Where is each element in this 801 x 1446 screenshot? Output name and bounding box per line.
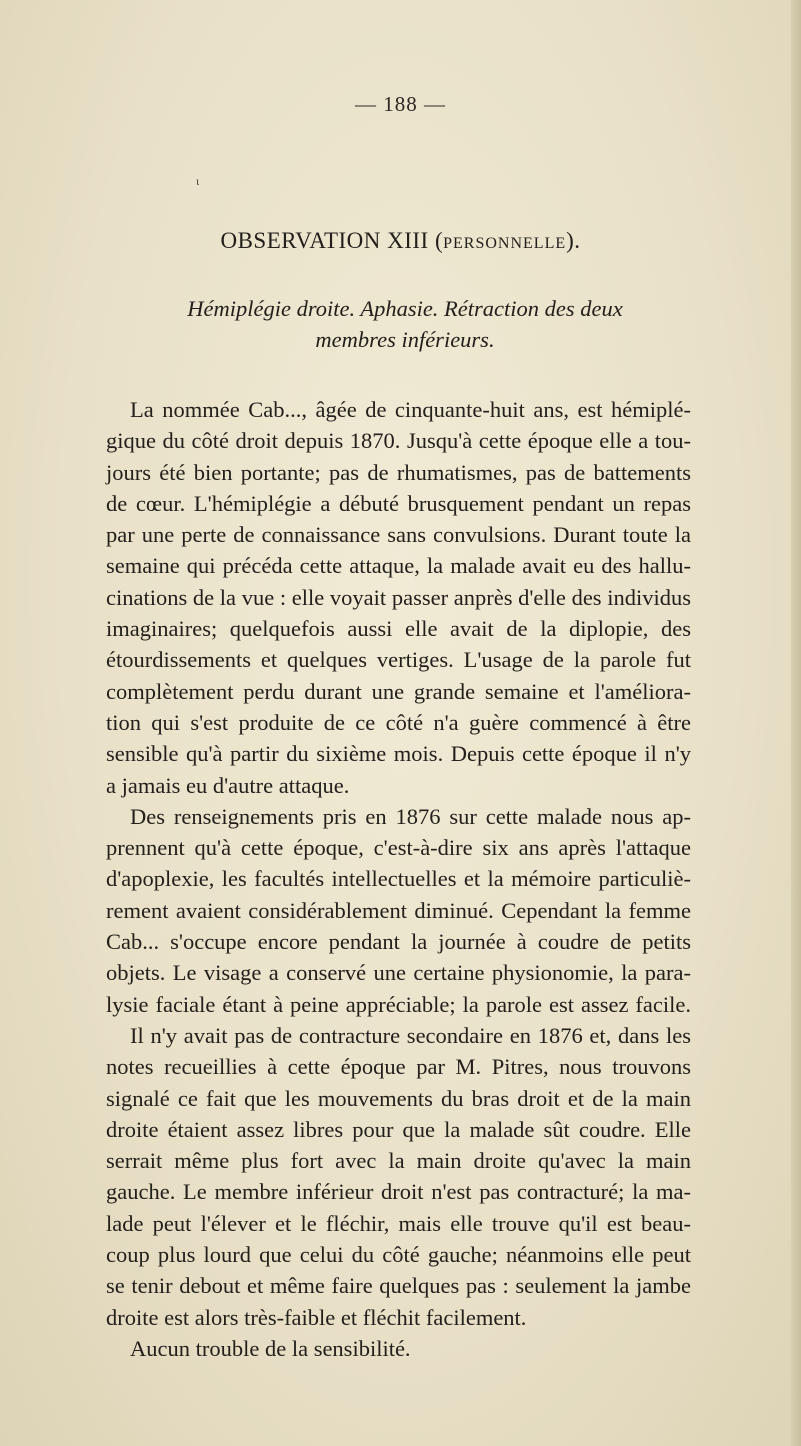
- body-line: gique du côté droit depuis 1870. Jusqu'à cette époque elle a tou-: [106, 428, 691, 454]
- body-line: lade peut l'élever et le fléchir, mais elle trouve qu'il est beau-: [106, 1210, 691, 1236]
- page-number: — 188 —: [355, 92, 446, 116]
- body-line: sensible qu'à partir du sixième mois. Depuis cette époque il n'y: [106, 741, 691, 767]
- body-line: a jamais eu d'autre attaque.: [106, 772, 350, 798]
- observation-title-close: ).: [566, 228, 581, 253]
- body-line: tion qui s'est produite de ce côté n'a guère commencé à être: [106, 709, 691, 735]
- body-line: cinations de la vue : elle voyait passer anprès d'elle des individus: [106, 584, 691, 610]
- observation-title-main: OBSERVATION XIII (: [220, 228, 444, 253]
- body-line: Cab... s'occupe encore pendant la journée à coudre de petits: [106, 929, 691, 955]
- body-line: prennent qu'à cette époque, c'est-à-dire six ans après l'attaque: [106, 835, 691, 861]
- body-line: gauche. Le membre inférieur droit n'est pas contracturé; la ma-: [106, 1179, 691, 1205]
- body-line: rement avaient considérablement diminué. Cependant la femme: [106, 897, 691, 923]
- body-line: Aucun trouble de la sensibilité.: [130, 1335, 411, 1361]
- subtitle-line: Hémiplégie droite. Aphasie. Rétraction des deux: [187, 296, 623, 321]
- body-line: par une perte de connaissance sans convulsions. Durant toute la: [106, 522, 691, 548]
- body-line: semaine qui précéda cette attaque, la malade avait eu des hallu-: [106, 553, 691, 579]
- body-line: se tenir debout et même faire quelques pas : seulement la jambe: [106, 1273, 691, 1299]
- body-line: serrait même plus fort avec la main droite qu'avec la main: [106, 1148, 691, 1174]
- body-line: jours été bien portante; pas de rhumatismes, pas de battements: [106, 459, 691, 485]
- body-line: complètement perdu durant une grande semaine et l'améliora-: [106, 678, 691, 704]
- body-line: notes recueillies à cette époque par M. Pitres, nous trouvons: [106, 1054, 691, 1080]
- observation-title-small-caps: PERSONNELLE: [443, 235, 567, 252]
- observation-title: [0, 228, 801, 254]
- stray-mark: ι: [196, 174, 200, 188]
- page-edge: [791, 0, 801, 1446]
- body-line: Il n'y avait pas de contracture secondaire en 1876 et, dans les: [130, 1022, 691, 1048]
- body-line: Des renseignements pris en 1876 sur cette malade nous ap-: [130, 803, 691, 829]
- body-line: droite est alors très-faible et fléchit facilement.: [106, 1304, 527, 1330]
- subtitle-line: membres inférieurs.: [315, 327, 495, 352]
- body-line: coup plus lourd que celui du côté gauche; néanmoins elle peut: [106, 1242, 691, 1268]
- body-line: droite étaient assez libres pour que la malade sût coudre. Elle: [106, 1116, 691, 1142]
- body-line: imaginaires; quelquefois aussi elle avait de la diplopie, des: [106, 616, 691, 642]
- body-line: La nommée Cab..., âgée de cinquante-huit ans, est hémiplé-: [130, 397, 691, 422]
- body-line: lysie faciale étant à peine appréciable; la parole est assez facile.: [106, 991, 691, 1017]
- body-line: objets. Le visage a conservé une certaine physionomie, la para-: [106, 960, 691, 986]
- body-text: [106, 394, 691, 1364]
- body-line: étourdissements et quelques vertiges. L'usage de la parole fut: [106, 647, 691, 673]
- body-line: d'apoplexie, les facultés intellectuelles et la mémoire particuliè-: [106, 866, 691, 892]
- observation-subtitle: [110, 293, 700, 355]
- body-line: signalé ce fait que les mouvements du bras droit et de la main: [106, 1085, 691, 1111]
- body-line: de cœur. L'hémiplégie a débuté brusquement pendant un repas: [106, 490, 691, 516]
